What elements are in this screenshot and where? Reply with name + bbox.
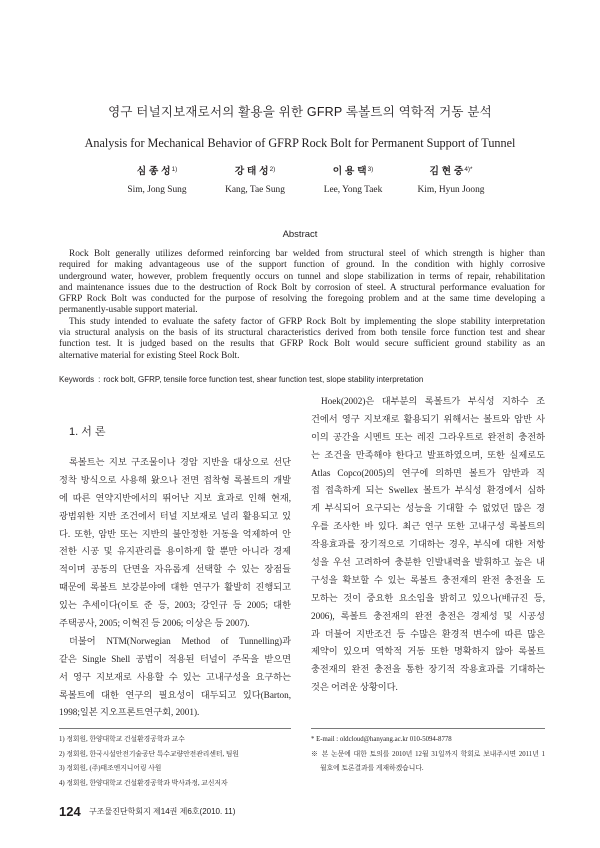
abstract-line: This study intended to evaluate the safety factor of GFRP Rock Bolt by implementing the slope stability interpretation [69, 316, 545, 327]
author-footnote-mark: 1) [171, 166, 178, 173]
body-text-line: 것은 어려운 상황이다. [311, 682, 398, 693]
author-name-text: 이 용 택 [332, 166, 367, 177]
abstract-line: via structural analysis on the basis of its structural characteristics derived from both tensile force function test and shear [59, 328, 545, 339]
abstract-line: alternative material for existing Steel Rock Bolt. [59, 350, 240, 361]
footnote-line: 3) 정회원, (주)태조엔지니어링 사원 [59, 765, 162, 772]
footnote-line: * E-mail : oldcloud@hanyang.ac.kr 010-5094-8778 [311, 736, 452, 743]
body-text-line: 게 부식되어 요구되는 성능을 기대할 수 없었던 많은 경 [311, 503, 545, 514]
author-name-text: 김 현 중 [429, 166, 464, 177]
footnote-line: 월호에 토론결과를 게재하겠습니다. [320, 765, 424, 772]
body-text-line: 2006), 록볼트 충전재의 완전 충전은 경제성 및 시공성 [311, 610, 545, 621]
author-affiliation-footnotes [59, 733, 291, 791]
author-footnote-mark: 3) [367, 166, 374, 173]
body-text-line: 모하는 것이 중요한 요소임을 밝히고 있으나(배규진 등, [311, 592, 545, 603]
body-text-line: 광범위한 지반 조건에서 터널 지보재로 널리 활용되고 있 [59, 510, 291, 521]
footnote-divider [59, 728, 291, 729]
body-text-line: 더불어 NTM(Norwegian Method of Tunnelling)과 [69, 635, 291, 646]
keywords-line [59, 373, 545, 387]
body-text-line: 있는 추세이다(이토 준 등, 2003; 강인규 등 2005; 대한 [59, 600, 291, 611]
paper-title-korean: 영구 터널지보재로서의 활용을 위한 GFRP 록볼트의 역학적 거동 분석 [108, 105, 492, 119]
body-text-line: 충전재의 완전 충전을 통한 장기적 작용효과를 기대하는 [311, 664, 545, 675]
author-footnote-mark: 2) [269, 166, 276, 173]
body-text-line: Hoek(2002)은 대부분의 록볼트가 부식성 지하수 조 [321, 396, 545, 406]
body-text-line: 건에서 영구 지보재로 활용되기 위해서는 볼트와 암반 사 [311, 413, 545, 424]
body-text-line: Atlas Copco(2005)의 연구에 의하면 볼트가 암반과 직 [311, 467, 545, 478]
journal-citation: 구조물진단학회지 제14권 제6호(2010. 11) [89, 807, 236, 816]
author-name-text: 강 태 성 [234, 166, 269, 177]
body-text-line: 록볼트에 대한 연구의 필요성이 대두되고 있다(Barton, [59, 689, 291, 700]
body-text-line: 때문에 록볼트 보강분야에 대한 연구가 활발히 진행되고 [59, 582, 291, 593]
body-text-line: 서 영구 지보재로 사용할 수 있는 고내구성을 요구하는 [59, 671, 291, 682]
body-text-line: 주택공사, 2005; 이혁진 등 2006; 이상은 등 2007). [59, 618, 250, 629]
body-text-line: 록볼트는 지보 구조물이나 경암 지반을 대상으로 선단 [69, 457, 291, 467]
author [304, 163, 402, 199]
body-text-line: 접 접촉하게 되는 Swellex 볼트가 부식성 환경에서 심하 [311, 485, 545, 496]
body-text-line: 작용효과를 장기적으로 기대하는 경우, 부식에 대한 저항 [311, 539, 545, 550]
body-text-line: 같은 Single Shell 공법이 적용된 터널이 주목을 받으면 [59, 653, 291, 664]
abstract-line: GFRP Rock Bolt was conducted for the purpose of resolving the foregoing problem and at the same time developing a [59, 294, 545, 305]
footnote-line: 1) 정회원, 한양대학교 건설환경공학과 교수 [59, 736, 185, 743]
body-text-line: 과 더불어 지반조건 등 수많은 환경적 변수에 따른 많은 [311, 628, 545, 639]
abstract-heading: Abstract [282, 229, 318, 240]
body-text-line: 성을 우선 고려하여 충분한 인발내력을 발휘하고 높은 내 [311, 557, 545, 568]
author-name-english: Kang, Tae Sung [225, 185, 285, 195]
body-text-line: 전한 시공 및 유지관리를 용이하게 할 뿐만 아니라 경제 [59, 546, 291, 557]
body-text-line: 1998;일본 지오프론트연구회, 2001). [59, 707, 200, 718]
body-text-line: 는 조건을 만족해야 한다고 발표하였으며, 또한 실제로도 [311, 449, 545, 460]
body-text-line: 적이며 공동의 단면을 자유롭게 선택할 수 있는 장점들 [59, 564, 291, 575]
footnote-line: 2) 정회원, 한국시설안전기술공단 특수교량안전관리센터, 팀원 [59, 750, 240, 758]
author-name-english: Lee, Yong Taek [323, 185, 383, 195]
footnote-line: 4) 정회원, 한양대학교 건설환경공학과 박사과정, 교신저자 [59, 779, 228, 787]
footnote-line: ※ 본 논문에 대한 토의를 2010년 12월 31일까지 학회로 보내주시면 2011년 1 [311, 750, 545, 758]
section-heading: 1. 서 론 [69, 426, 106, 438]
abstract-line: Rock Bolt generally utilizes deformed reinforcing bar welded from structural steel of which strength is higher than [69, 249, 545, 259]
footnote-divider [311, 728, 545, 729]
author-name-english: Kim, Hyun Joong [417, 185, 485, 195]
author-list [108, 163, 500, 199]
right-column-text [311, 393, 545, 697]
body-text-line: 제약이 있으며 역학적 거동 또한 명확하지 않아 록볼트 [311, 646, 545, 657]
left-column-text [59, 454, 291, 722]
author-name-korean [108, 163, 206, 181]
abstract-body [59, 249, 545, 362]
keywords-label: Keywords [59, 375, 95, 384]
author-name-korean [304, 163, 402, 181]
body-text-line: 구성을 확보할 수 있는 록볼트 충전재의 완전 충전을 도 [311, 574, 545, 585]
keywords-separator: : [98, 375, 101, 384]
abstract-line: function test. It is judged based on the results that GFRP Rock Bolt would secure sufficient ground stability as an [59, 339, 545, 350]
author-name-english: Sim, Jong Sung [127, 185, 187, 195]
author [206, 163, 304, 199]
abstract-line: underground water, however, problem frequently occurs on tunnel and slope stabilization in terms of repair, rehabilitation [59, 271, 545, 282]
abstract-line: permanently-usable support material. [59, 305, 198, 316]
body-text-line: 우를 조사한 바 있다. 최근 연구 또한 고내구성 록볼트의 [311, 521, 545, 532]
paper-title-english: Analysis for Mechanical Behavior of GFRP Rock Bolt for Permanent Support of Tunnel [84, 136, 516, 150]
body-text-line: 에 따른 연약지반에서의 뛰어난 지보 효과로 인해 현재, [59, 492, 291, 503]
author-name-korean [206, 163, 304, 181]
body-text-line: 정착 방식으로 사용해 왔으나 전면 접착형 록볼트의 개발 [59, 474, 291, 485]
author-footnote-mark: 4)* [464, 166, 473, 173]
keywords-text: rock bolt, GFRP, tensile force function test, shear function test, slope stability interpretation [103, 375, 424, 384]
abstract-line: and maintenance issues due to the destruction of Rock Bolt by corrosion of steel. A structural performance evaluation for [59, 282, 545, 293]
contact-footnotes [311, 733, 545, 777]
author [108, 163, 206, 199]
abstract-line: required for making advantageous use of the support function of ground. In the condition with highly corrosive [59, 260, 545, 271]
body-text-line: 다. 또한, 암반 또는 지반의 불안정한 거동을 억제하여 안 [59, 528, 291, 539]
author-name-korean [402, 163, 500, 181]
author-name-text: 심 종 성 [136, 166, 171, 177]
author [402, 163, 500, 199]
body-text-line: 이의 공간을 시멘트 또는 레진 그라우트로 완전히 충전하 [311, 431, 545, 442]
page-number: 124 [59, 804, 81, 819]
